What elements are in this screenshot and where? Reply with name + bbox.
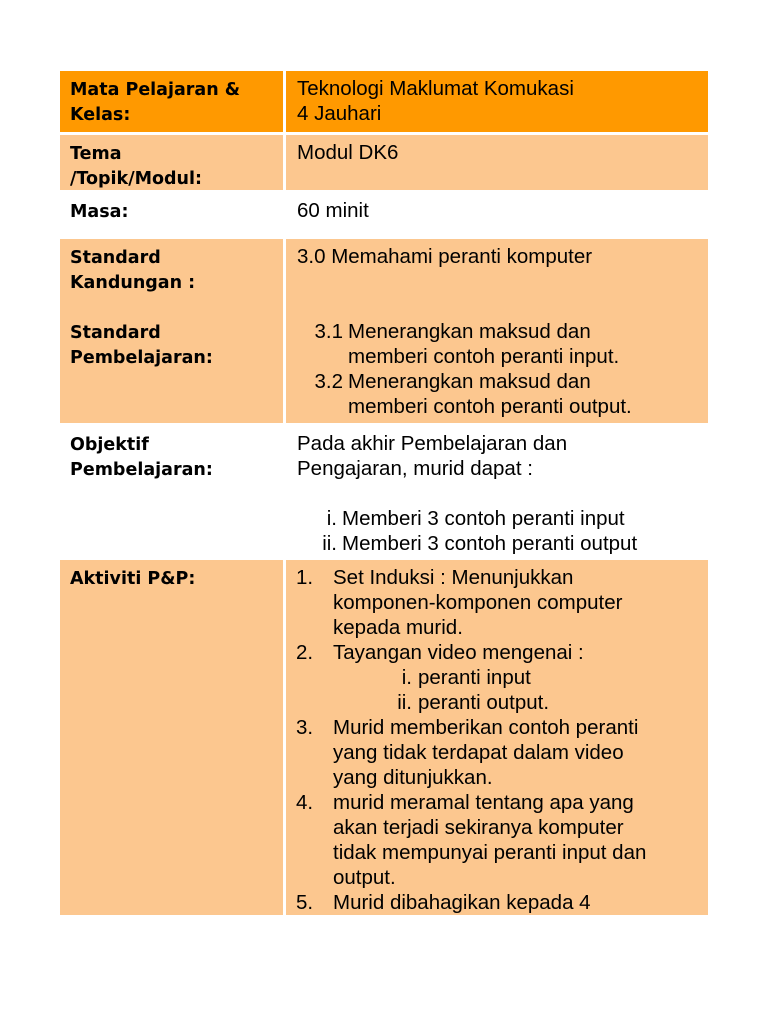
standard-values xyxy=(286,239,708,423)
content-standard-value: 3.0 Memahami peranti komputer xyxy=(297,245,593,268)
objective-item xyxy=(297,531,702,556)
objective-item xyxy=(297,506,702,531)
activity-line: Murid memberikan contoh peranti xyxy=(333,716,639,739)
row-standard xyxy=(60,239,708,426)
content-standard-label-line1: Standard xyxy=(70,248,161,268)
activity-values xyxy=(286,560,708,915)
theme-label-line1: Tema xyxy=(70,144,122,164)
activity-item xyxy=(296,890,702,915)
theme-value xyxy=(286,135,708,190)
activity-line: komponen-komponen computer xyxy=(333,591,623,614)
objective-item-text: Memberi 3 contoh peranti output xyxy=(342,532,638,555)
activity-item-num: 1. xyxy=(296,566,314,589)
objective-label-line2: Pembelajaran: xyxy=(70,460,213,480)
video-sub-num: ii. xyxy=(397,691,412,714)
row-theme xyxy=(60,135,708,193)
activity-line: murid meramal tentang apa yang xyxy=(333,791,634,814)
video-sub-num: i. xyxy=(401,666,412,689)
time-label xyxy=(60,193,286,236)
activity-line: Murid dibahagikan kepada 4 xyxy=(333,891,591,914)
activity-line: output. xyxy=(333,866,396,889)
video-sub-text: peranti output. xyxy=(418,691,550,714)
objective-item-num: ii. xyxy=(322,532,337,555)
time-value-text: 60 minit xyxy=(297,199,369,222)
content-standard-label-line2: Kandungan : xyxy=(70,273,196,293)
activity-label-text: Aktiviti P&P: xyxy=(70,569,196,589)
learning-standard-num: 3.1 xyxy=(314,320,343,343)
activity-item-num: 4. xyxy=(296,791,314,814)
standard-labels xyxy=(60,239,286,423)
theme-label xyxy=(60,135,286,190)
objective-item-text: Memberi 3 contoh peranti input xyxy=(342,507,625,530)
theme-label-line2: /Topik/Modul: xyxy=(70,169,203,189)
objective-label-line1: Objektif xyxy=(70,435,149,455)
activity-label xyxy=(60,560,286,915)
learning-standard-line: memberi contoh peranti output. xyxy=(348,395,632,418)
activity-line: yang tidak terdapat dalam video xyxy=(333,741,624,764)
activity-line: akan terjadi sekiranya komputer xyxy=(333,816,624,839)
learning-standard-item xyxy=(297,319,702,369)
objective-intro-line2: Pengajaran, murid dapat : xyxy=(297,457,533,480)
subject-value-line1: Teknologi Maklumat Komukasi xyxy=(297,77,574,100)
learning-standard-line: memberi contoh peranti input. xyxy=(348,345,620,368)
learning-standard-line: Menerangkan maksud dan xyxy=(348,370,591,393)
activity-line: Set Induksi : Menunjukkan xyxy=(333,566,574,589)
theme-value-text: Modul DK6 xyxy=(297,141,399,164)
subject-value xyxy=(286,71,708,132)
learning-standard-num: 3.2 xyxy=(314,370,343,393)
activity-item-num: 2. xyxy=(296,641,314,664)
time-value xyxy=(286,193,708,236)
activity-item-num: 5. xyxy=(296,891,314,914)
learning-standard-label-line1: Standard xyxy=(70,323,161,343)
activity-line: tidak mempunyai peranti input dan xyxy=(333,841,647,864)
objective-intro-line1: Pada akhir Pembelajaran dan xyxy=(297,432,568,455)
video-sub-item xyxy=(333,690,702,715)
lesson-plan-table xyxy=(60,71,708,918)
activity-item xyxy=(296,715,702,790)
video-sub-text: peranti input xyxy=(418,666,531,689)
learning-standard-label-line2: Pembelajaran: xyxy=(70,348,213,368)
row-time xyxy=(60,193,708,239)
learning-standard-item xyxy=(297,369,702,419)
row-activity xyxy=(60,560,708,918)
subject-label-text: Mata Pelajaran & Kelas: xyxy=(70,80,241,125)
objective-label xyxy=(60,426,286,557)
row-objective xyxy=(60,426,708,560)
activity-item xyxy=(296,640,702,715)
subject-value-line2: 4 Jauhari xyxy=(297,102,382,125)
activity-item xyxy=(296,565,702,640)
activity-line: yang ditunjukkan. xyxy=(333,766,493,789)
time-label-text: Masa: xyxy=(70,202,129,222)
activity-item-num: 3. xyxy=(296,716,314,739)
objective-item-num: i. xyxy=(326,507,337,530)
row-subject xyxy=(60,71,708,135)
learning-standard-line: Menerangkan maksud dan xyxy=(348,320,591,343)
objective-values xyxy=(286,426,708,557)
subject-label xyxy=(60,71,286,132)
activity-item xyxy=(296,790,702,890)
video-sub-item xyxy=(333,665,702,690)
activity-line: Tayangan video mengenai : xyxy=(333,641,584,664)
activity-line: kepada murid. xyxy=(333,616,463,639)
